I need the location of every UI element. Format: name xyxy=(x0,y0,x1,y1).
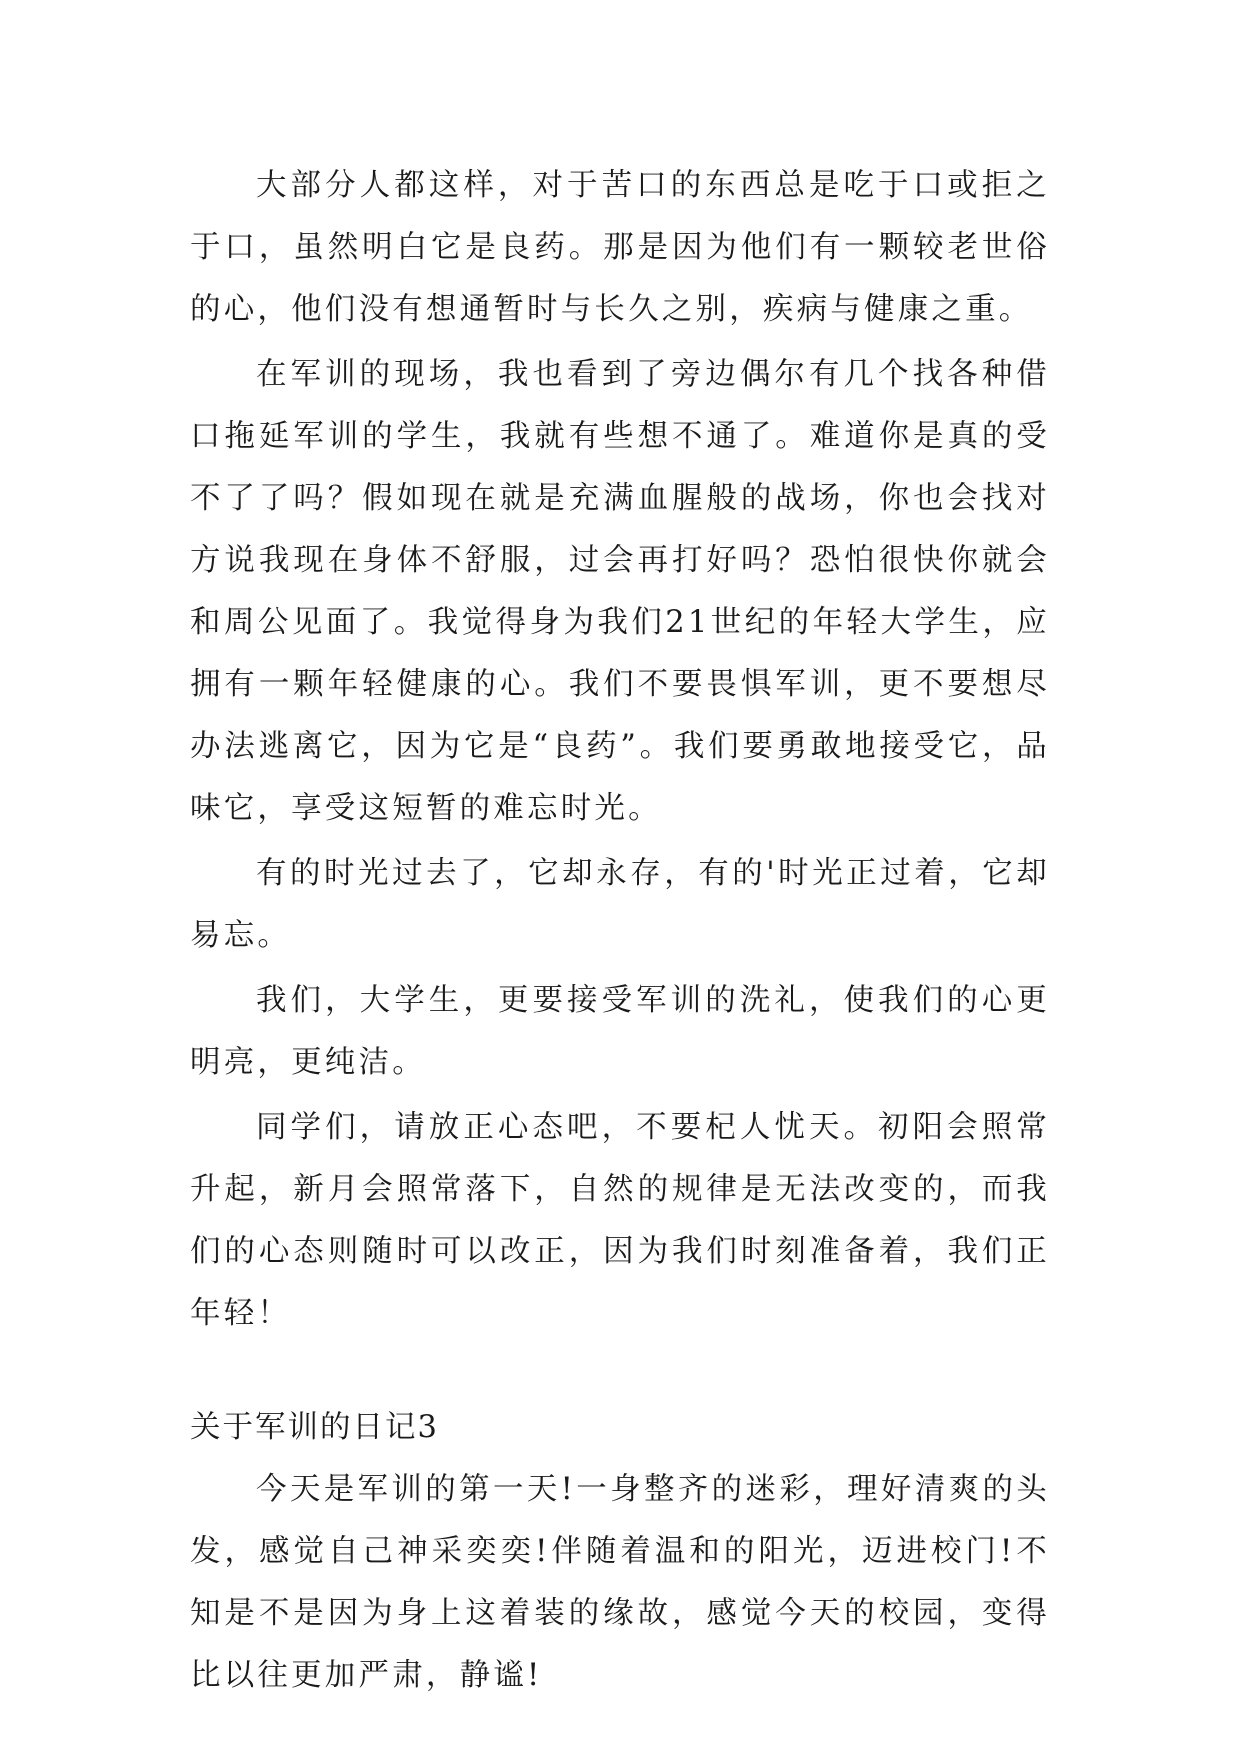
document-body xyxy=(190,155,1050,1710)
paragraph-training-excuses: 在军训的现场，我也看到了旁边偶尔有几个找各种借口拖延军训的学生，我就有些想不通了。难道你是真的受不了了吗？假如现在就是充满血腥般的战场，你也会找对方说我现在身体不舒服，过会再打好吗？恐怕很快你就会和周公见面了。我觉得身为我们21世纪的年轻大学生，应拥有一颗年轻健康的心。我们不要畏惧军训，更不要想尽办法逃离它，因为它是“良药”。我们要勇敢地接受它，品味它，享受这短暂的难忘时光。 xyxy=(190,357,1050,826)
paragraph-classmates: 同学们，请放正心态吧，不要杞人忧天。初阳会照常升起，新月会照常落下，自然的规律是无法改变的，而我们的心态则随时可以改正，因为我们时刻准备着，我们正年轻！ xyxy=(190,1110,1050,1331)
paragraph-time-passes: 有的时光过去了，它却永存，有的'时光正过着，它却易忘。 xyxy=(190,856,1050,953)
paragraph-college-students: 我们，大学生，更要接受军训的洗礼，使我们的心更明亮，更纯洁。 xyxy=(190,983,1050,1080)
paragraph-first-day: 今天是军训的第一天!一身整齐的迷彩，理好清爽的头发，感觉自己神采奕奕!伴随着温和的阳光，迈进校门!不知是不是因为身上这着装的缘故，感觉今天的校园，变得比以往更加严肃，静谧! xyxy=(190,1472,1050,1693)
section-title: 关于军训的日记3 xyxy=(190,1410,439,1445)
paragraph-bitter-medicine: 大部分人都这样，对于苦口的东西总是吃于口或拒之于口，虽然明白它是良药。那是因为他们有一颗较老世俗的心，他们没有想通暂时与长久之别，疾病与健康之重。 xyxy=(190,168,1050,327)
